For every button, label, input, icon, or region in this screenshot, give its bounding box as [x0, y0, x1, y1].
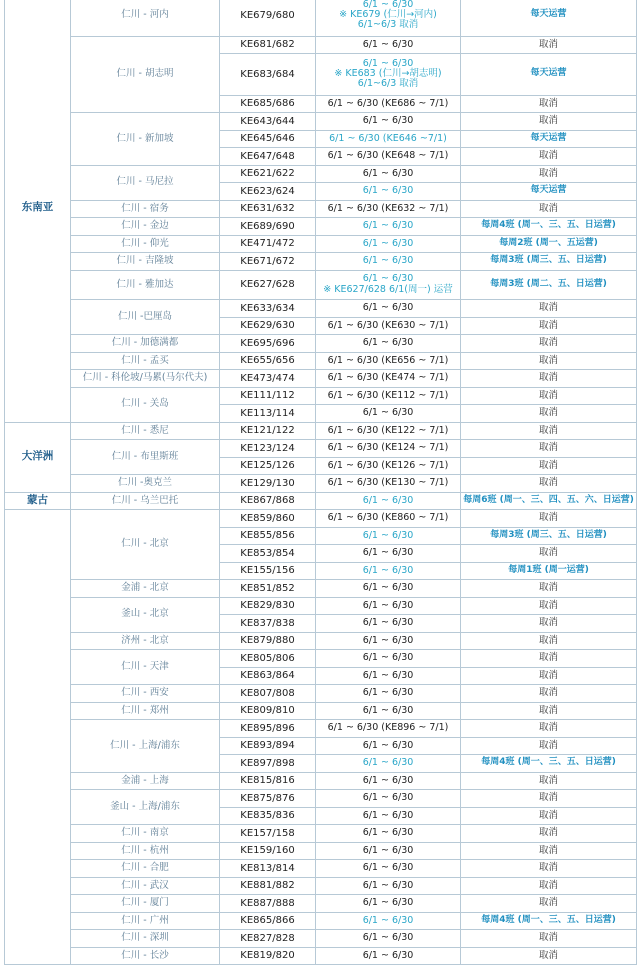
- flight-number-cell: KE647/648: [220, 148, 316, 166]
- period-cell: [316, 877, 461, 895]
- period-cell: [316, 720, 461, 738]
- flight-number-cell: KE827/828: [220, 930, 316, 948]
- status-cell: 取消: [461, 807, 637, 825]
- status-cell: 取消: [461, 317, 637, 335]
- period-cell: [316, 685, 461, 703]
- period-line: 6/1~6/3 取消: [357, 19, 419, 31]
- period-cell: [316, 545, 461, 563]
- route-cell: 仁川 - 金边: [71, 218, 220, 236]
- flight-number-cell: KE631/632: [220, 200, 316, 218]
- period-line: 6/1 ~ 6/30: [362, 494, 414, 506]
- period-cell: [316, 200, 461, 218]
- period-cell: [316, 527, 461, 545]
- flight-number-cell: KE159/160: [220, 842, 316, 860]
- period-cell: [316, 860, 461, 878]
- period-line: 6/1 ~ 6/30: [362, 57, 414, 69]
- table-row: [5, 300, 637, 318]
- route-cell: 仁川 - 孟买: [71, 352, 220, 370]
- route-cell: 仁川 - 雅加达: [71, 270, 220, 300]
- status-cell: 取消: [461, 615, 637, 633]
- flight-number-cell: KE865/866: [220, 912, 316, 930]
- period-cell: [316, 440, 461, 458]
- period-line: 6/1 ~ 6/30: [362, 273, 414, 285]
- period-cell: [316, 218, 461, 236]
- period-cell: [316, 113, 461, 131]
- region-cell: 大洋洲: [5, 422, 71, 492]
- region-cell: 东南亚: [5, 0, 71, 422]
- table-row: [5, 113, 637, 131]
- flight-number-cell: KE887/888: [220, 895, 316, 913]
- period-cell: [316, 54, 461, 96]
- flight-number-cell: KE879/880: [220, 632, 316, 650]
- table-row: [5, 842, 637, 860]
- route-cell: 仁川 - 合肥: [71, 860, 220, 878]
- status-cell: 取消: [461, 387, 637, 405]
- period-cell: [316, 405, 461, 423]
- period-cell: [316, 667, 461, 685]
- status-cell: 每周2班 (周一、五运营): [461, 235, 637, 253]
- flight-number-cell: KE835/836: [220, 807, 316, 825]
- status-cell: 每周3班 (周三、五、日运营): [461, 527, 637, 545]
- status-cell: 取消: [461, 685, 637, 703]
- period-line: 6/1 ~ 6/30 (KE646 ~7/1): [329, 132, 447, 144]
- status-cell: 取消: [461, 370, 637, 388]
- table-row: [5, 702, 637, 720]
- period-line: 6/1 ~ 6/30 (KE686 ~ 7/1): [327, 97, 449, 109]
- status-cell: 取消: [461, 440, 637, 458]
- period-line: 6/1 ~ 6/30 (KE124 ~ 7/1): [327, 442, 449, 454]
- status-cell: 每周3班 (周三、五、日运营): [461, 253, 637, 271]
- period-cell: [316, 947, 461, 965]
- period-cell: [316, 370, 461, 388]
- period-cell: [316, 0, 461, 36]
- status-cell: 取消: [461, 632, 637, 650]
- status-cell: 取消: [461, 737, 637, 755]
- flight-number-cell: KE471/472: [220, 235, 316, 253]
- status-cell: 取消: [461, 148, 637, 166]
- route-cell: 仁川 - 科伦坡/马累(马尔代夫): [71, 370, 220, 388]
- period-cell: [316, 183, 461, 201]
- route-cell: 仁川 - 天津: [71, 650, 220, 685]
- status-cell: 取消: [461, 720, 637, 738]
- table-row: [5, 370, 637, 388]
- route-cell: 仁川 - 河内: [71, 0, 220, 36]
- flight-number-cell: KE129/130: [220, 475, 316, 493]
- period-cell: [316, 457, 461, 475]
- flight-number-cell: KE855/856: [220, 527, 316, 545]
- table-row: [5, 895, 637, 913]
- period-cell: [316, 737, 461, 755]
- route-cell: 仁川 -巴厘岛: [71, 300, 220, 335]
- flight-number-cell: KE681/682: [220, 36, 316, 54]
- period-line: 6/1 ~ 6/30: [362, 914, 414, 926]
- period-line: 6/1 ~ 6/30: [362, 687, 414, 699]
- flight-number-cell: KE875/876: [220, 790, 316, 808]
- period-cell: [316, 130, 461, 148]
- flight-number-cell: KE813/814: [220, 860, 316, 878]
- period-cell: [316, 825, 461, 843]
- period-cell: [316, 702, 461, 720]
- status-cell: 每天运营: [461, 130, 637, 148]
- period-line: ※ KE683 (仁川→胡志明): [334, 68, 442, 80]
- flight-number-cell: KE897/898: [220, 755, 316, 773]
- route-cell: 仁川 - 杭州: [71, 842, 220, 860]
- status-cell: 每周6班 (周一、三、四、五、六、日运营): [461, 492, 637, 510]
- period-line: 6/1 ~ 6/30 (KE656 ~ 7/1): [327, 354, 449, 366]
- flight-number-cell: KE629/630: [220, 317, 316, 335]
- flight-number-cell: KE837/838: [220, 615, 316, 633]
- period-cell: [316, 335, 461, 353]
- period-line: 6/1 ~ 6/30: [362, 949, 414, 961]
- table-row: [5, 475, 637, 493]
- table-row: [5, 772, 637, 790]
- period-cell: [316, 165, 461, 183]
- period-line: 6/1 ~ 6/30 (KE122 ~ 7/1): [327, 424, 449, 436]
- period-line: 6/1 ~ 6/30: [362, 932, 414, 944]
- status-cell: 取消: [461, 825, 637, 843]
- period-line: 6/1 ~ 6/30: [362, 255, 414, 267]
- flight-number-cell: KE113/114: [220, 405, 316, 423]
- route-cell: 仁川 -奥克兰: [71, 475, 220, 493]
- status-cell: 取消: [461, 200, 637, 218]
- period-line: ※ KE679 (仁川→河内): [339, 9, 437, 21]
- route-cell: 仁川 - 北京: [71, 510, 220, 580]
- period-line: 6/1 ~ 6/30: [362, 38, 414, 50]
- table-row: [5, 352, 637, 370]
- status-cell: 每天运营: [461, 0, 637, 36]
- status-cell: 取消: [461, 113, 637, 131]
- table-row: [5, 510, 637, 528]
- period-cell: [316, 475, 461, 493]
- period-cell: [316, 650, 461, 668]
- flight-schedule-table: [4, 0, 637, 965]
- period-line: 6/1 ~ 6/30: [362, 897, 414, 909]
- flight-number-cell: KE157/158: [220, 825, 316, 843]
- route-cell: 仁川 - 南京: [71, 825, 220, 843]
- flight-number-cell: KE829/830: [220, 597, 316, 615]
- flight-number-cell: KE123/124: [220, 440, 316, 458]
- status-cell: 取消: [461, 650, 637, 668]
- route-cell: 仁川 - 马尼拉: [71, 165, 220, 200]
- table-row: [5, 440, 637, 458]
- status-cell: 取消: [461, 895, 637, 913]
- flight-number-cell: KE685/686: [220, 95, 316, 113]
- route-cell: 仁川 - 加德满都: [71, 335, 220, 353]
- route-cell: 仁川 - 深圳: [71, 930, 220, 948]
- flight-number-cell: KE671/672: [220, 253, 316, 271]
- route-cell: 仁川 - 广州: [71, 912, 220, 930]
- table-row: [5, 650, 637, 668]
- period-line: 6/1 ~ 6/30 (KE860 ~ 7/1): [327, 512, 449, 524]
- status-cell: 取消: [461, 95, 637, 113]
- period-line: 6/1 ~ 6/30 (KE630 ~ 7/1): [327, 319, 449, 331]
- period-line: 6/1 ~ 6/30: [362, 564, 414, 576]
- status-cell: 取消: [461, 930, 637, 948]
- status-cell: 取消: [461, 457, 637, 475]
- flight-number-cell: KE111/112: [220, 387, 316, 405]
- table-row: [5, 580, 637, 598]
- period-cell: [316, 36, 461, 54]
- period-cell: [316, 492, 461, 510]
- status-cell: 取消: [461, 300, 637, 318]
- route-cell: 仁川 - 吉隆坡: [71, 253, 220, 271]
- flight-number-cell: KE155/156: [220, 562, 316, 580]
- period-line: 6/1 ~ 6/30: [362, 739, 414, 751]
- period-line: 6/1 ~ 6/30: [362, 809, 414, 821]
- status-cell: 取消: [461, 545, 637, 563]
- route-cell: 仁川 - 乌兰巴托: [71, 492, 220, 510]
- flight-number-cell: KE859/860: [220, 510, 316, 528]
- period-line: 6/1 ~ 6/30 (KE648 ~ 7/1): [327, 150, 449, 162]
- status-cell: 每天运营: [461, 54, 637, 96]
- period-line: 6/1 ~ 6/30: [362, 652, 414, 664]
- period-line: 6/1 ~ 6/30 (KE632 ~ 7/1): [327, 202, 449, 214]
- status-cell: 每周3班 (周二、五、日运营): [461, 270, 637, 300]
- period-line: 6/1 ~ 6/30: [362, 220, 414, 232]
- status-cell: 每周4班 (周一、三、五、日运营): [461, 218, 637, 236]
- route-cell: 釜山 - 上海/浦东: [71, 790, 220, 825]
- period-line: 6/1 ~ 6/30: [362, 0, 414, 10]
- flight-number-cell: KE893/894: [220, 737, 316, 755]
- status-cell: 取消: [461, 842, 637, 860]
- status-cell: 取消: [461, 667, 637, 685]
- status-cell: 取消: [461, 702, 637, 720]
- region-cell: 蒙古: [5, 492, 71, 510]
- route-cell: 济州 - 北京: [71, 632, 220, 650]
- period-cell: [316, 755, 461, 773]
- period-line: 6/1 ~ 6/30: [362, 547, 414, 559]
- status-cell: 取消: [461, 475, 637, 493]
- period-cell: [316, 930, 461, 948]
- status-cell: 每周1班 (周一运营): [461, 562, 637, 580]
- period-line: 6/1 ~ 6/30: [362, 185, 414, 197]
- route-cell: 仁川 - 长沙: [71, 947, 220, 965]
- period-line: 6/1 ~ 6/30: [362, 617, 414, 629]
- flight-number-cell: KE679/680: [220, 0, 316, 36]
- period-cell: [316, 253, 461, 271]
- region-cell: [5, 510, 71, 965]
- table-row: [5, 422, 637, 440]
- table-row: [5, 597, 637, 615]
- table-row: [5, 218, 637, 236]
- status-cell: 取消: [461, 510, 637, 528]
- period-cell: [316, 895, 461, 913]
- period-cell: [316, 842, 461, 860]
- status-cell: 取消: [461, 877, 637, 895]
- table-row: [5, 947, 637, 965]
- status-cell: 取消: [461, 580, 637, 598]
- flight-number-cell: KE853/854: [220, 545, 316, 563]
- status-cell: 取消: [461, 422, 637, 440]
- flight-number-cell: KE683/684: [220, 54, 316, 96]
- route-cell: 仁川 - 西安: [71, 685, 220, 703]
- period-cell: [316, 597, 461, 615]
- period-line: 6/1 ~ 6/30: [362, 582, 414, 594]
- flight-number-cell: KE643/644: [220, 113, 316, 131]
- flight-number-cell: KE819/820: [220, 947, 316, 965]
- route-cell: 仁川 - 宿务: [71, 200, 220, 218]
- period-cell: [316, 580, 461, 598]
- status-cell: 每天运营: [461, 183, 637, 201]
- period-line: 6/1 ~ 6/30 (KE130 ~ 7/1): [327, 477, 449, 489]
- flight-number-cell: KE867/868: [220, 492, 316, 510]
- period-line: 6/1 ~ 6/30: [362, 844, 414, 856]
- period-line: 6/1 ~ 6/30: [362, 879, 414, 891]
- table-row: [5, 877, 637, 895]
- period-line: 6/1 ~ 6/30 (KE896 ~ 7/1): [327, 722, 449, 734]
- period-cell: [316, 148, 461, 166]
- status-cell: 取消: [461, 772, 637, 790]
- period-cell: [316, 270, 461, 300]
- flight-number-cell: KE645/646: [220, 130, 316, 148]
- flight-schedule-body: [5, 0, 637, 965]
- flight-number-cell: KE863/864: [220, 667, 316, 685]
- status-cell: 取消: [461, 860, 637, 878]
- period-cell: [316, 510, 461, 528]
- table-row: [5, 685, 637, 703]
- route-cell: 金浦 - 北京: [71, 580, 220, 598]
- period-line: 6/1 ~ 6/30: [362, 669, 414, 681]
- route-cell: 仁川 - 厦门: [71, 895, 220, 913]
- status-cell: 取消: [461, 405, 637, 423]
- period-line: 6/1 ~ 6/30: [362, 167, 414, 179]
- flight-number-cell: KE621/622: [220, 165, 316, 183]
- period-cell: [316, 772, 461, 790]
- table-row: [5, 0, 637, 36]
- period-line: 6/1 ~ 6/30: [362, 599, 414, 611]
- flight-number-cell: KE881/882: [220, 877, 316, 895]
- flight-number-cell: KE121/122: [220, 422, 316, 440]
- flight-number-cell: KE815/816: [220, 772, 316, 790]
- period-cell: [316, 317, 461, 335]
- route-cell: 仁川 - 布里斯班: [71, 440, 220, 475]
- period-line: 6/1 ~ 6/30 (KE474 ~ 7/1): [327, 372, 449, 384]
- period-cell: [316, 807, 461, 825]
- flight-number-cell: KE851/852: [220, 580, 316, 598]
- route-cell: 仁川 - 郑州: [71, 702, 220, 720]
- table-row: [5, 387, 637, 405]
- flight-number-cell: KE473/474: [220, 370, 316, 388]
- flight-number-cell: KE633/634: [220, 300, 316, 318]
- table-row: [5, 270, 637, 300]
- period-line: ※ KE627/628 6/1(周一) 运营: [323, 283, 453, 295]
- flight-number-cell: KE125/126: [220, 457, 316, 475]
- table-row: [5, 825, 637, 843]
- flight-number-cell: KE689/690: [220, 218, 316, 236]
- period-line: 6/1 ~ 6/30: [362, 115, 414, 127]
- period-line: 6/1 ~ 6/30: [362, 529, 414, 541]
- table-row: [5, 165, 637, 183]
- flight-number-cell: KE807/808: [220, 685, 316, 703]
- period-cell: [316, 632, 461, 650]
- status-cell: 取消: [461, 165, 637, 183]
- route-cell: 仁川 - 胡志明: [71, 36, 220, 113]
- period-line: 6/1 ~ 6/30: [362, 634, 414, 646]
- period-line: 6/1 ~ 6/30: [362, 302, 414, 314]
- flight-number-cell: KE895/896: [220, 720, 316, 738]
- flight-number-cell: KE809/810: [220, 702, 316, 720]
- period-line: 6/1 ~ 6/30: [362, 862, 414, 874]
- table-row: [5, 860, 637, 878]
- table-row: [5, 253, 637, 271]
- period-line: 6/1 ~ 6/30 (KE126 ~ 7/1): [327, 459, 449, 471]
- status-cell: 取消: [461, 335, 637, 353]
- table-row: [5, 492, 637, 510]
- table-row: [5, 36, 637, 54]
- period-cell: [316, 422, 461, 440]
- table-row: [5, 912, 637, 930]
- period-line: 6/1 ~ 6/30 (KE112 ~ 7/1): [327, 389, 449, 401]
- flight-number-cell: KE623/624: [220, 183, 316, 201]
- status-cell: 取消: [461, 790, 637, 808]
- period-line: 6/1 ~ 6/30: [362, 827, 414, 839]
- table-row: [5, 720, 637, 738]
- route-cell: 仁川 - 悉尼: [71, 422, 220, 440]
- period-cell: [316, 387, 461, 405]
- period-line: 6/1 ~ 6/30: [362, 237, 414, 249]
- route-cell: 釜山 - 北京: [71, 597, 220, 632]
- route-cell: 金浦 - 上海: [71, 772, 220, 790]
- table-row: [5, 790, 637, 808]
- table-row: [5, 335, 637, 353]
- period-line: 6/1 ~ 6/30: [362, 704, 414, 716]
- route-cell: 仁川 - 武汉: [71, 877, 220, 895]
- period-line: 6/1 ~ 6/30: [362, 757, 414, 769]
- period-cell: [316, 300, 461, 318]
- route-cell: 仁川 - 关岛: [71, 387, 220, 422]
- flight-number-cell: KE805/806: [220, 650, 316, 668]
- period-cell: [316, 352, 461, 370]
- table-row: [5, 930, 637, 948]
- flight-number-cell: KE695/696: [220, 335, 316, 353]
- period-line: 6/1 ~ 6/30: [362, 407, 414, 419]
- flight-number-cell: KE655/656: [220, 352, 316, 370]
- period-cell: [316, 790, 461, 808]
- period-line: 6/1 ~ 6/30: [362, 774, 414, 786]
- period-line: 6/1 ~ 6/30: [362, 337, 414, 349]
- period-cell: [316, 912, 461, 930]
- period-line: 6/1 ~ 6/30: [362, 792, 414, 804]
- status-cell: 取消: [461, 947, 637, 965]
- route-cell: 仁川 - 仰光: [71, 235, 220, 253]
- status-cell: 每周4班 (周一、三、五、日运营): [461, 912, 637, 930]
- route-cell: 仁川 - 新加坡: [71, 113, 220, 166]
- period-cell: [316, 235, 461, 253]
- status-cell: 取消: [461, 36, 637, 54]
- flight-number-cell: KE627/628: [220, 270, 316, 300]
- table-row: [5, 200, 637, 218]
- status-cell: 取消: [461, 352, 637, 370]
- table-row: [5, 632, 637, 650]
- period-cell: [316, 562, 461, 580]
- table-row: [5, 235, 637, 253]
- route-cell: 仁川 - 上海/浦东: [71, 720, 220, 773]
- period-line: 6/1~6/3 取消: [357, 78, 419, 90]
- period-cell: [316, 95, 461, 113]
- status-cell: 取消: [461, 597, 637, 615]
- period-cell: [316, 615, 461, 633]
- status-cell: 每周4班 (周一、三、五、日运营): [461, 755, 637, 773]
